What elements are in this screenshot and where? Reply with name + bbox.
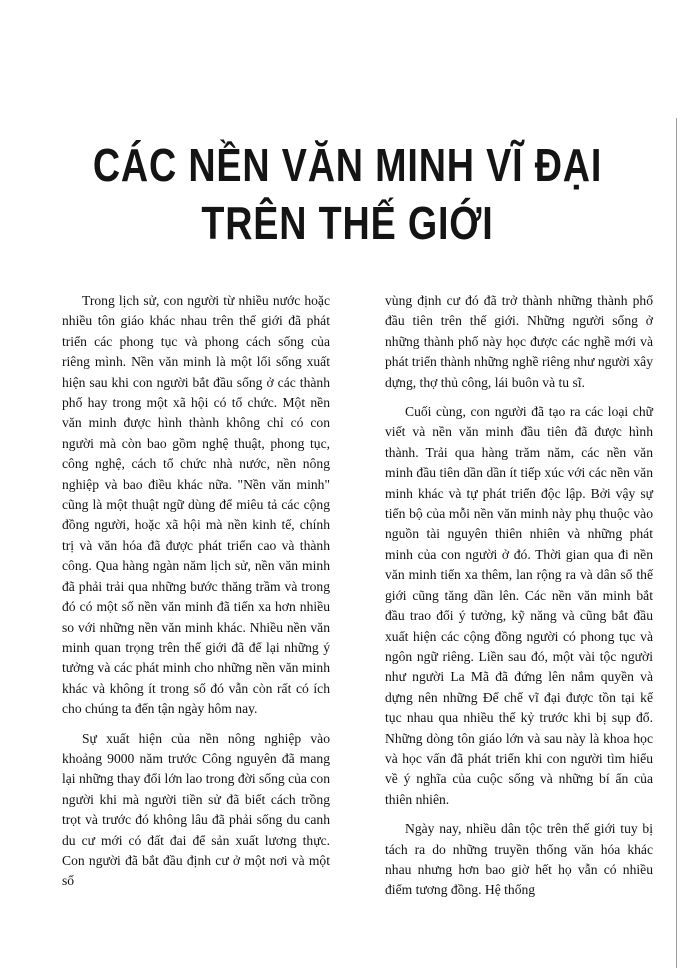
paragraph: Trong lịch sử, con người từ nhiều nước hoặc nhiều tôn giáo khác nhau trên thế giới đã phát triển các phong tục và phong cách sống của riêng mình. Nền văn minh là một lối sống xuất hiện sau khi con người bắt đầu sống ở các thành phố hay trong một xã hội có tổ chức. Một nền văn minh được hình thành không chỉ có con người mà còn bao gồm nghệ thuật, phong tục, công nghệ, cách tổ chức nhà nước, nền nông nghiệp và bao điều khác nữa. "Nền văn minh" cũng là một thuật ngữ dùng để miêu tả các cộng đồng người, hoặc xã hội mà nền kinh tế, chính trị và văn hóa đã được phát triển cao và thành công. Qua hàng ngàn năm lịch sử, nền văn minh đã phải trải qua những bước thăng trầm và trong đó có một số nền văn minh đã tiến xa hơn nhiều so với những nền văn minh khác. Nhiều nền văn minh quan trọng trên thế giới đã để lại những ý tưởng và các phát minh cho những nền văn minh khác và không ít trong số đó vẫn còn rất có ích cho chúng ta đến tận ngày hôm nay.: [62, 293, 330, 717]
chapter-title-line-2: TRÊN THẾ GIỚI: [201, 197, 494, 249]
paragraph: Cuối cùng, con người đã tạo ra các loại chữ viết và nền văn minh đầu tiên đã được hình thành. Trải qua hàng trăm năm, các nền văn minh đầu tiên dần dần ít tiếp xúc với các nền văn minh khác và tự phát triển độc lập. Bởi vậy sự tiến bộ của mỗi nền văn minh này phụ thuộc vào nguồn tài nguyên thiên nhiên và những phát minh của con người ở đó. Thời gian qua đi nền văn minh tiến xa thêm, lan rộng ra và dân số thế giới cũng tăng dần lên. Các nền văn minh bắt đầu trao đổi ý tưởng, kỹ năng và cũng bắt đầu xuất hiện các cộng đồng người có phong tục và ngôn ngữ riêng. Liền sau đó, một vài tộc người như người La Mã đã đứng lên nắm quyền và dựng nên những Đế chế vĩ đại được tồn tại kế tục nhau qua nhiều thế kỷ trước khi bị sụp đổ. Những dòng tôn giáo lớn và sau này là khoa học và học vấn đã phát triển khi con người tìm hiểu về ý nghĩa của cuộc sống và những bí ẩn của thiên nhiên.: [385, 404, 653, 807]
paragraph: vùng định cư đó đã trở thành những thành phố đầu tiên trên thế giới. Những người sống ở những thành phố này học được các nghề mới và phát triển thành những nghề riêng như người xây dựng, thợ thủ công, lái buôn và tu sĩ.: [385, 293, 653, 390]
text-column-left: [62, 291, 330, 901]
paragraph: Sự xuất hiện của nền nông nghiệp vào khoảng 9000 năm trước Công nguyên đã mang lại những thay đổi lớn lao trong đời sống của con người khi mà người tiền sử đã biết cách trồng trọt và trước đó không lâu đã phải sống du canh du cư mới có đất đai để sản xuất lương thực. Con người đã bắt đầu định cư ở một nơi và một số: [62, 730, 330, 889]
page-edge-line: [676, 118, 677, 968]
paragraph: Ngày nay, nhiều dân tộc trên thế giới tuy bị tách ra do những truyền thống văn hóa khác nhau nhưng hơn bao giờ hết họ vẫn có nhiều điểm tương đồng. Hệ thống: [385, 821, 653, 898]
text-column-right: [385, 291, 653, 910]
chapter-title-line-1: CÁC NỀN VĂN MINH VĨ ĐẠI: [92, 139, 603, 191]
